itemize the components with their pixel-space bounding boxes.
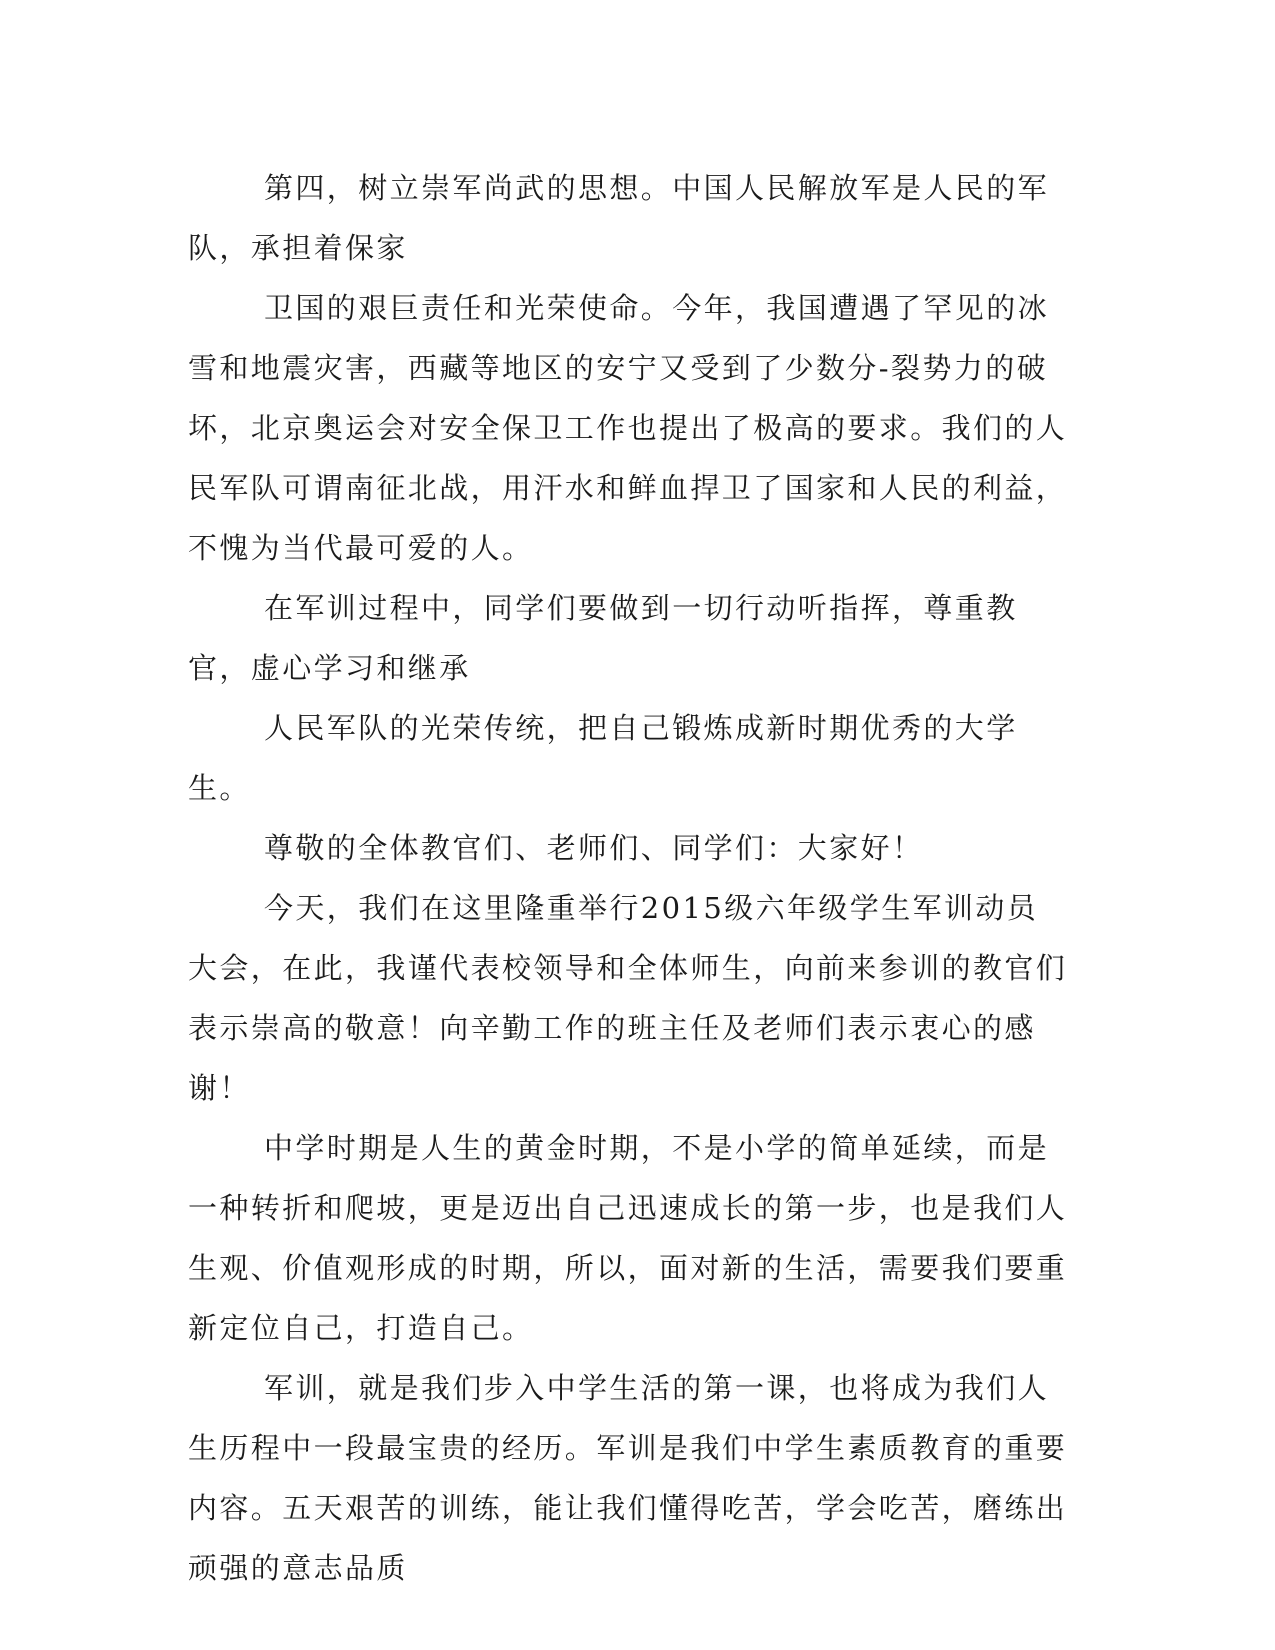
paragraph-3: 在军训过程中，同学们要做到一切行动听指挥，尊重教官，虚心学习和继承 bbox=[188, 591, 1018, 685]
paragraph-5: 尊敬的全体教官们、老师们、同学们：大家好！ bbox=[264, 831, 924, 865]
document-body bbox=[188, 158, 1068, 1598]
paragraph-7: 中学时期是人生的黄金时期，不是小学的简单延续，而是一种转折和爬坡，更是迈出自己迅速成长的第一步，也是我们人生观、价值观形成的时期，所以，面对新的生活，需要我们要重新定位自己，打造自己。 bbox=[188, 1131, 1068, 1345]
paragraph-8: 军训，就是我们步入中学生活的第一课，也将成为我们人生历程中一段最宝贵的经历。军训是我们中学生素质教育的重要内容。五天艰苦的训练，能让我们懂得吃苦，学会吃苦，磨练出顽强的意志品质 bbox=[188, 1371, 1068, 1585]
paragraph-4: 人民军队的光荣传统，把自己锻炼成新时期优秀的大学生。 bbox=[188, 711, 1018, 805]
paragraph-6: 今天，我们在这里隆重举行2015级六年级学生军训动员大会，在此，我谨代表校领导和全体师生，向前来参训的教官们表示崇高的敬意！向辛勤工作的班主任及老师们表示衷心的感谢！ bbox=[188, 891, 1068, 1105]
paragraph-1: 第四，树立崇军尚武的思想。中国人民解放军是人民的军队，承担着保家 bbox=[188, 171, 1050, 265]
paragraph-2: 卫国的艰巨责任和光荣使命。今年，我国遭遇了罕见的冰雪和地震灾害，西藏等地区的安宁又受到了少数分-裂势力的破坏，北京奥运会对安全保卫工作也提出了极高的要求。我们的人民军队可谓南征北战，用汗水和鲜血捍卫了国家和人民的利益，不愧为当代最可爱的人。 bbox=[188, 291, 1068, 565]
